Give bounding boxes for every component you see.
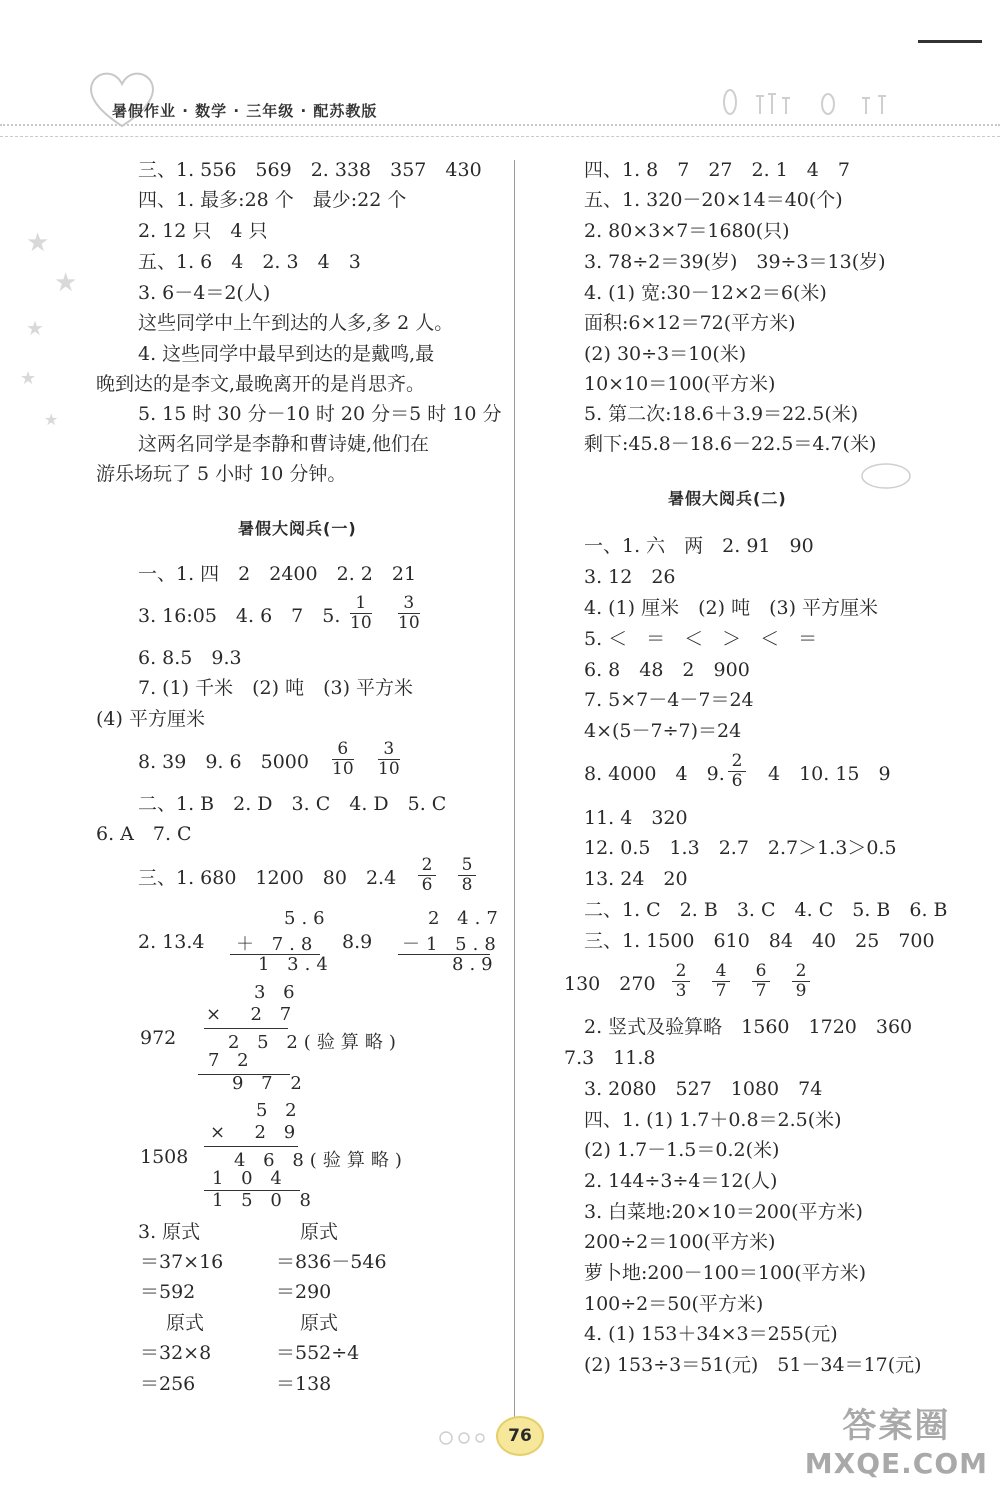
vertical-number: 1 3.4 bbox=[258, 954, 334, 975]
vertical-number: 1 0 4 bbox=[212, 1168, 288, 1189]
right-line: 2. 144÷3÷4＝12(人) bbox=[584, 1170, 778, 1192]
left-line: 2. 13.4 bbox=[138, 931, 205, 953]
right-line: (2) 1.7－1.5＝0.2(米) bbox=[584, 1139, 780, 1161]
right-line: 2. 80×3×7＝1680(只) bbox=[584, 220, 790, 242]
right-line: 3. 12 26 bbox=[584, 566, 676, 588]
right-line: 6. 8 48 2 900 bbox=[584, 659, 750, 681]
vertical-number: × 2 9 bbox=[210, 1122, 302, 1143]
vertical-number: 5 2 bbox=[256, 1100, 303, 1121]
vertical-number: 1 5 0 8 bbox=[212, 1190, 317, 1211]
right-line: 二、1. C 2. B 3. C 4. C 5. B 6. B bbox=[584, 899, 948, 921]
fraction: 3 10 bbox=[378, 739, 400, 779]
right-line: 4. (1) 厘米 (2) 吨 (3) 平方厘米 bbox=[584, 597, 879, 619]
right-line: 2. 竖式及验算略 1560 1720 360 bbox=[584, 1016, 913, 1038]
right-line: (2) 30÷3＝10(米) bbox=[584, 343, 747, 365]
right-line: (2) 153÷3＝51(元) 51－34＝17(元) bbox=[584, 1354, 922, 1376]
left-line: ＝138 bbox=[276, 1373, 332, 1395]
left-line: ＝290 bbox=[276, 1281, 332, 1303]
right-line: 13. 24 20 bbox=[584, 868, 688, 890]
star-icon: ★ bbox=[54, 268, 78, 298]
fraction: 6 7 bbox=[752, 962, 770, 1001]
fraction: 2 6 bbox=[728, 752, 746, 791]
left-line: 四、1. 最多:28 个 最少:22 个 bbox=[138, 189, 407, 211]
header-title: 暑假作业 · 数学 · 三年级 · 配苏教版 bbox=[112, 102, 378, 120]
left-line: 三、1. 556 569 2. 338 357 430 bbox=[138, 159, 482, 181]
left-line: 这些同学中上午到达的人多,多 2 人。 bbox=[138, 312, 454, 334]
left-line: 原式 bbox=[166, 1312, 205, 1334]
section-title: 暑假大阅兵(一) bbox=[238, 519, 357, 538]
right-line: 萝卜地:200－100＝100(平方米) bbox=[584, 1262, 867, 1284]
fraction: 1 10 bbox=[350, 593, 372, 633]
right-line: 12. 0.5 1.3 2.7 2.7＞1.3＞0.5 bbox=[584, 837, 897, 859]
left-line: 原式 bbox=[300, 1312, 339, 1334]
vertical-number: －1 5.8 bbox=[402, 934, 502, 955]
left-line: 5. 15 时 30 分－10 时 20 分＝5 时 10 分 bbox=[138, 403, 502, 425]
star-icon: ★ bbox=[26, 228, 50, 258]
right-line: 剩下:45.8－18.6－22.5＝4.7(米) bbox=[584, 433, 877, 455]
vertical-number: ＋ 7.8 bbox=[236, 934, 319, 955]
left-line: (4) 平方厘米 bbox=[96, 708, 205, 730]
left-line: 1508 bbox=[140, 1146, 189, 1168]
left-line: 6. 8.5 9.3 bbox=[138, 647, 242, 669]
right-line: 三、1. 1500 610 84 40 25 700 bbox=[584, 930, 935, 952]
vertical-number: 2 4.7 bbox=[428, 908, 504, 929]
left-line: ＝256 bbox=[140, 1373, 196, 1395]
right-line: 7. 5×7－4－7＝24 bbox=[584, 689, 754, 711]
right-line: 11. 4 320 bbox=[584, 807, 688, 829]
vertical-number: 4 6 8(验算略) bbox=[234, 1150, 408, 1171]
right-line: 3. 2080 527 1080 74 bbox=[584, 1078, 823, 1100]
right-line: 一、1. 六 两 2. 91 90 bbox=[584, 535, 814, 557]
left-line: 7. (1) 千米 (2) 吨 (3) 平方米 bbox=[138, 677, 414, 699]
left-line: 晚到达的是李文,最晚离开的是肖思齐。 bbox=[96, 373, 426, 395]
vertical-number: 7 2 bbox=[208, 1050, 255, 1071]
right-line: 四、1. (1) 1.7＋0.8＝2.5(米) bbox=[584, 1109, 842, 1131]
right-line: 200÷2＝100(平方米) bbox=[584, 1231, 776, 1253]
right-line: 面积:6×12＝72(平方米) bbox=[584, 312, 796, 334]
vertical-number: 3 6 bbox=[254, 982, 301, 1003]
fraction: 2 9 bbox=[792, 962, 810, 1001]
vertical-number: 2 5 2(验算略) bbox=[228, 1032, 402, 1053]
fraction: 4 7 bbox=[712, 962, 730, 1001]
left-line: 五、1. 6 4 2. 3 4 3 bbox=[138, 251, 361, 273]
left-line: 这两名同学是李静和曹诗婕,他们在 bbox=[138, 433, 430, 455]
left-line: ＝32×8 bbox=[140, 1342, 212, 1364]
fraction: 5 8 bbox=[458, 856, 476, 895]
fraction: 3 10 bbox=[398, 593, 420, 633]
fraction: 2 3 bbox=[672, 962, 690, 1001]
page-number: 76 bbox=[496, 1416, 544, 1456]
left-line: ＝836－546 bbox=[276, 1251, 387, 1273]
fraction: 2 6 bbox=[418, 856, 436, 895]
right-line: 3. 白菜地:20×10＝200(平方米) bbox=[584, 1201, 863, 1223]
left-line: 8.9 bbox=[342, 931, 373, 953]
stamp-decoration-icon bbox=[858, 460, 914, 492]
left-line: 3. 原式 bbox=[138, 1221, 201, 1243]
left-line: 3. 6－4＝2(人) bbox=[138, 282, 271, 304]
left-line: 8. 39 9. 6 5000 bbox=[138, 751, 309, 773]
right-line: 4 10. 15 9 bbox=[768, 763, 891, 785]
right-line: 4. (1) 153＋34×3＝255(元) bbox=[584, 1323, 838, 1345]
vertical-number: 5.6 bbox=[284, 908, 331, 929]
left-line: 一、1. 四 2 2400 2. 2 21 bbox=[138, 563, 417, 585]
left-line: 2. 12 只 4 只 bbox=[138, 220, 268, 242]
left-line: 二、1. B 2. D 3. C 4. D 5. C bbox=[138, 793, 447, 815]
star-icon: ★ bbox=[26, 316, 44, 340]
right-line: 5. 第二次:18.6＋3.9＝22.5(米) bbox=[584, 403, 859, 425]
right-line: 130 270 bbox=[564, 973, 656, 995]
fraction: 6 10 bbox=[332, 739, 354, 779]
left-line: 原式 bbox=[300, 1221, 339, 1243]
left-line: 972 bbox=[140, 1027, 177, 1049]
right-line: 五、1. 320－20×14＝40(个) bbox=[584, 189, 843, 211]
star-icon: ★ bbox=[20, 368, 37, 389]
right-line: 100÷2＝50(平方米) bbox=[584, 1293, 764, 1315]
vertical-number: 8.9 bbox=[452, 954, 499, 975]
left-line: 4. 这些同学中最早到达的是戴鸣,最 bbox=[138, 343, 435, 365]
watermark-url: MXQE.COM bbox=[804, 1447, 988, 1480]
section-title: 暑假大阅兵(二) bbox=[668, 489, 787, 508]
bubble-decoration-icon bbox=[436, 1424, 496, 1448]
vertical-number: 9 7 2 bbox=[232, 1073, 308, 1094]
right-line: 4×(5－7÷7)＝24 bbox=[584, 720, 742, 742]
right-line: 10×10＝100(平方米) bbox=[584, 373, 776, 395]
column-divider bbox=[514, 160, 515, 1420]
right-line: 3. 78÷2＝39(岁) 39÷3＝13(岁) bbox=[584, 251, 886, 273]
right-line: 4. (1) 宽:30－12×2＝6(米) bbox=[584, 282, 827, 304]
left-line: 3. 16:05 4. 6 7 5. bbox=[138, 605, 341, 627]
right-line: 7.3 11.8 bbox=[564, 1047, 656, 1069]
right-line: 四、1. 8 7 27 2. 1 4 7 bbox=[584, 159, 850, 181]
left-line: ＝552÷4 bbox=[276, 1342, 360, 1364]
watermark-logo bbox=[805, 1398, 988, 1480]
left-line: ＝37×16 bbox=[140, 1251, 224, 1273]
watermark-text: 答案圈 bbox=[842, 1406, 951, 1446]
right-line: 8. 4000 4 9. bbox=[584, 763, 725, 785]
right-line: 5. ＜ ＝ ＜ ＞ ＜ ＝ bbox=[584, 628, 818, 650]
vertical-number: × 2 7 bbox=[206, 1004, 298, 1025]
left-line: 6. A 7. C bbox=[96, 823, 192, 845]
left-line: 游乐场玩了 5 小时 10 分钟。 bbox=[96, 463, 347, 485]
left-line: ＝592 bbox=[140, 1281, 196, 1303]
header-dotted-line-2 bbox=[0, 136, 1000, 137]
top-right-rule bbox=[918, 40, 982, 43]
star-icon: ★ bbox=[44, 410, 59, 429]
left-line: 三、1. 680 1200 80 2.4 bbox=[138, 867, 397, 889]
flower-decoration-icon bbox=[716, 84, 896, 124]
